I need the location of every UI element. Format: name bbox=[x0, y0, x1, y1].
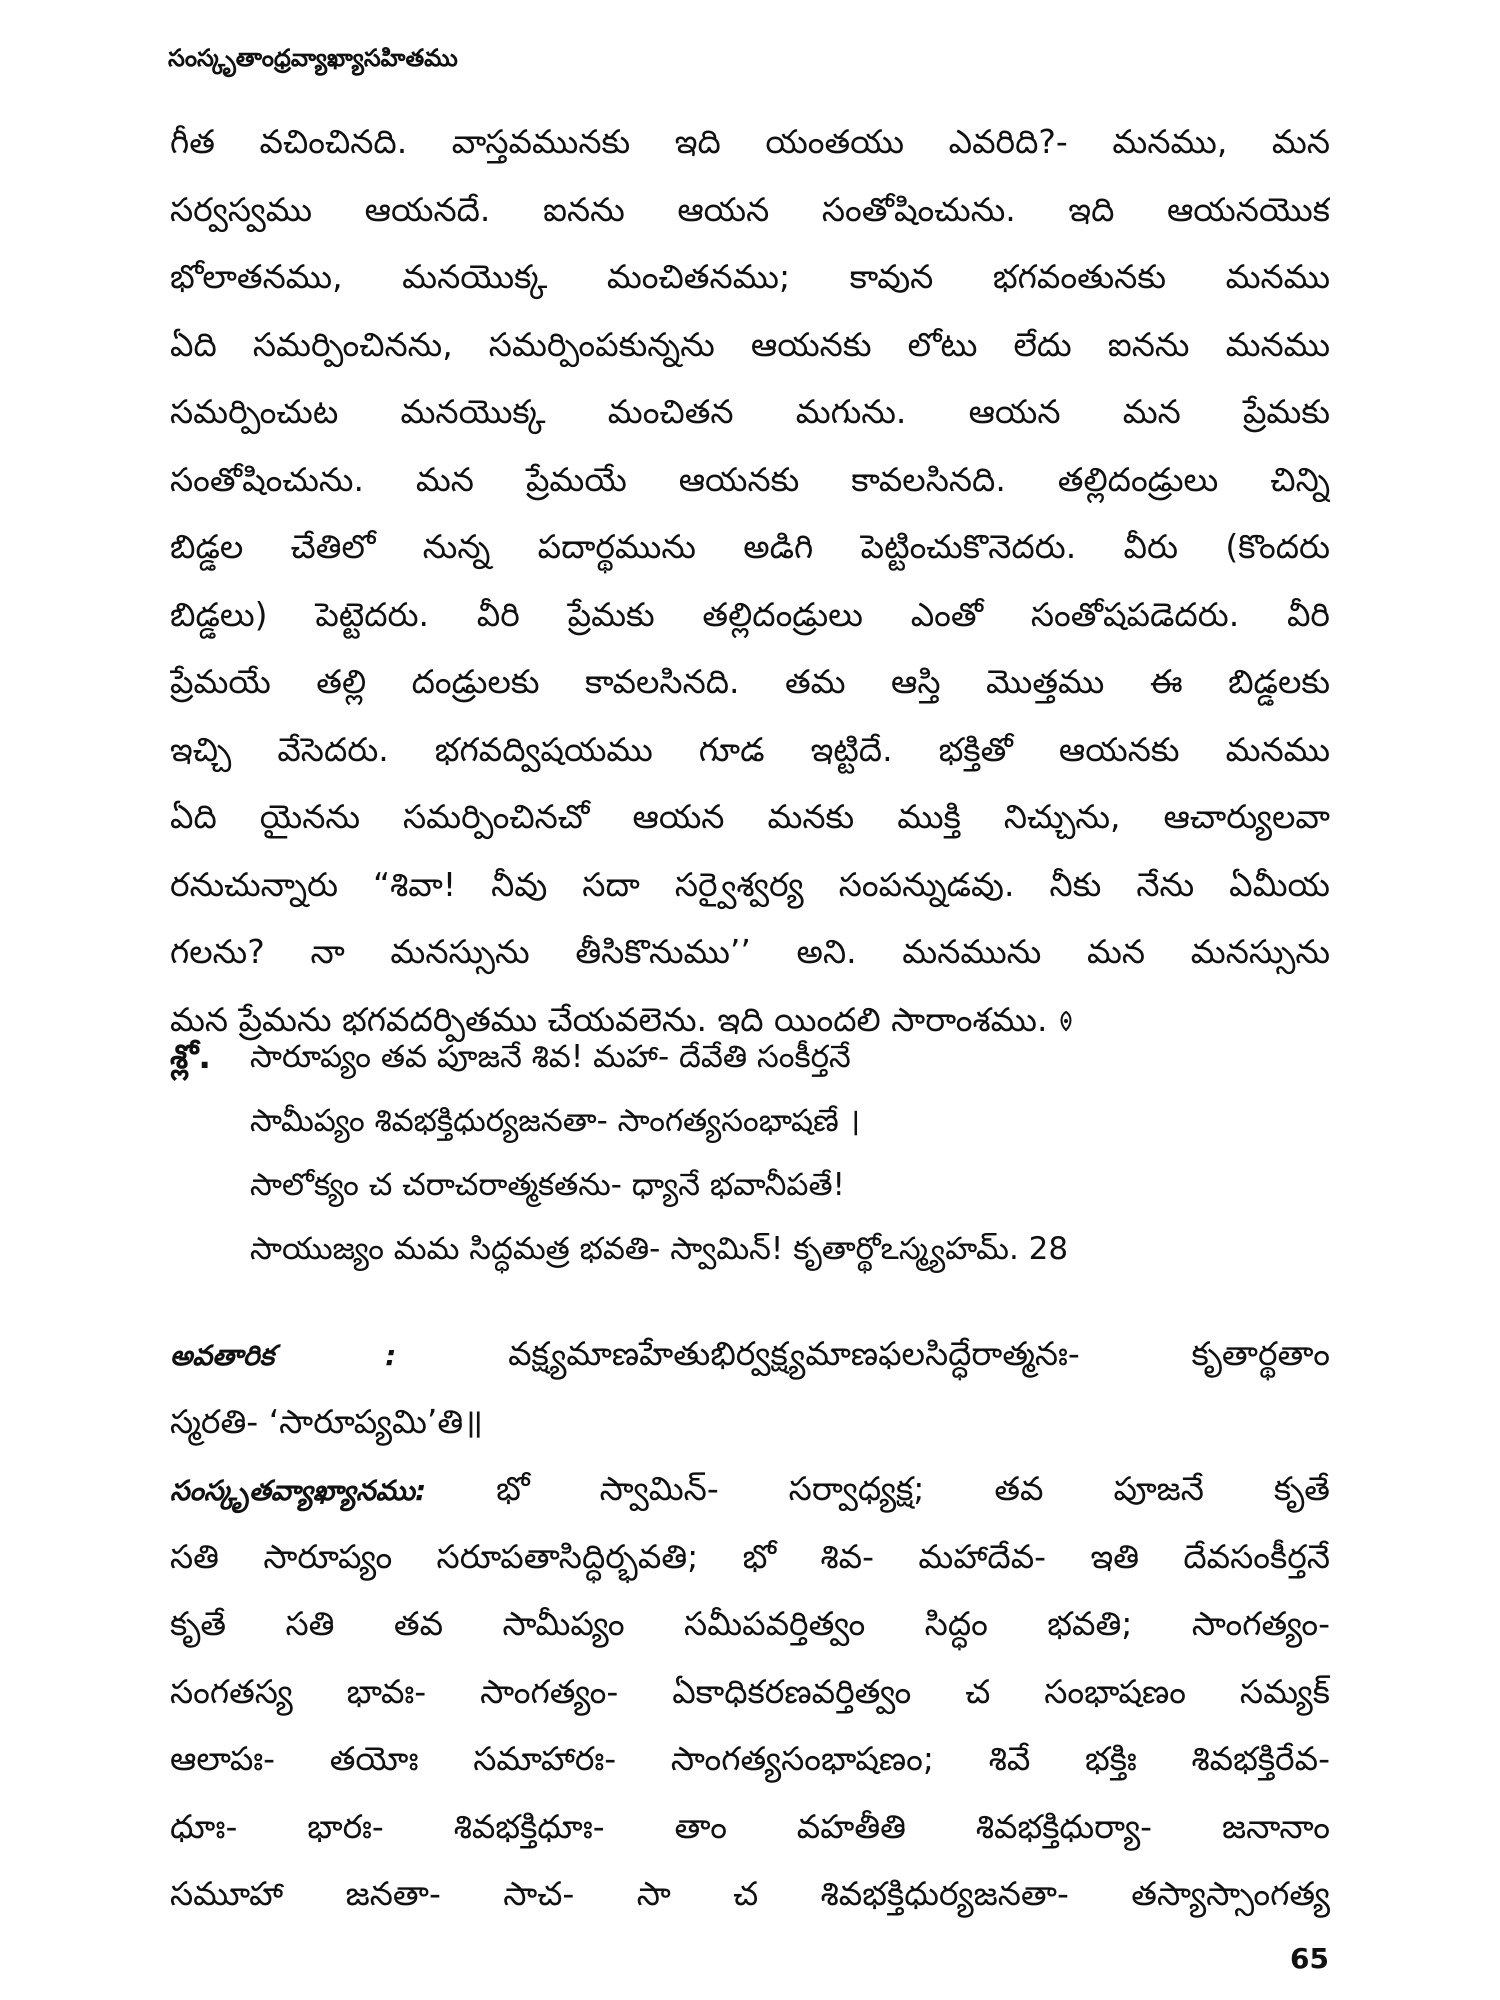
commentary-label: సంస్కృతవ్యాఖ్యానము: bbox=[170, 1474, 427, 1507]
avatarika-section bbox=[170, 1320, 1330, 1455]
commentary-line: ఆలాపః- తయోః సమాహారః- సాంగత్యసంభాషణం; శివే భక్తిః శివభక్తిరేవ- bbox=[170, 1739, 1330, 1778]
paragraph-line: గీత వచించినది. వాస్తవమునకు ఇది యంతయు ఎవరిది?- మనము, మన bbox=[170, 122, 1330, 161]
paragraph-line: ఇచ్చి వేసెదరు. భగవద్విషయము గూడ ఇట్టిదే. భక్తితో ఆయనకు మనము bbox=[170, 729, 1330, 769]
paragraph-line: రనుచున్నారు “శివా! నీవు సదా సర్వైశ్వర్య సంపన్నుడవు. నీకు నేను ఏమీయ bbox=[170, 864, 1330, 904]
commentary-line bbox=[170, 1455, 1330, 1523]
paragraph-line: సర్వస్వము ఆయనదే. ఐనను ఆయన సంతోషించును. ఇది ఆయనయొక bbox=[170, 189, 1330, 229]
paragraph-line: ఏది యైనను సమర్పించినచో ఆయన మనకు ముక్తి నిచ్చును, ఆచార్యులవా bbox=[170, 797, 1330, 836]
avatarika-label: అవతారిక : bbox=[170, 1339, 397, 1372]
sloka-lines bbox=[250, 1025, 1340, 1281]
sloka-line: సారూప్యం తవ పూజనే శివ! మహా- దేవేతి సంకీర్తనే bbox=[250, 1039, 851, 1075]
paragraph-line: భోలాతనము, మనయొక్క మంచితనము; కావున భగవంతునకు మనము bbox=[170, 257, 1330, 296]
sloka-line: సామీప్యం శివభక్తిధుర్యజనతా- సాంగత్యసంభాషణే । bbox=[250, 1103, 861, 1139]
running-head: సంస్కృతాంధ్రవ్యాఖ్యాసహితము bbox=[168, 44, 458, 72]
paragraph-line: బిడ్డలు) పెట్టెదరు. వీరి ప్రేమకు తల్లిదండ్రులు ఎంతో సంతోషపడెదరు. వీరి bbox=[170, 594, 1330, 634]
paragraph-line: సమర్పించుట మనయొక్క మంచితన మగును. ఆయన మన ప్రేమకు bbox=[170, 392, 1330, 431]
paragraph-line: ప్రేమయే తల్లి దండ్రులకు కావలసినది. తమ ఆస్తి మొత్తము ఈ బిడ్డలకు bbox=[170, 662, 1330, 701]
commentary-line: ధూః- భారః- శివభక్తిధూః- తాం వహతీతి శివభక్తిధుర్యా- జనానాం bbox=[170, 1806, 1330, 1846]
paragraph-line: ఏది సమర్పించినను, సమర్పింపకున్నను ఆయనకు లోటు లేదు ఐనను మనము bbox=[170, 324, 1330, 364]
page-number: 65 bbox=[1290, 1942, 1329, 1975]
avatarika-line: స్మరతి- ‘సారూప్యమి’తి॥ bbox=[170, 1401, 483, 1441]
commentary-line: కృతే సతి తవ సామీప్యం సమీపవర్తిత్వం సిద్ధం భవతి; సాంగత్యం- bbox=[170, 1604, 1330, 1643]
paragraph-line-text: మన ప్రేమను భగవదర్పితము చేయవలెను. ఇది యిందలి సారాంశము. bbox=[170, 999, 1048, 1039]
paragraph-line: సంతోషించును. మన ప్రేమయే ఆయనకు కావలసినది. తల్లిదండ్రులు చిన్ని bbox=[170, 459, 1330, 499]
sloka-label: శ్లో. bbox=[170, 1037, 211, 1076]
commentary-text: భో స్వామిన్- సర్వాధ్యక్ష; తవ పూజనే కృతే bbox=[496, 1469, 1330, 1508]
avatarika-text: వక్ష్యమాణహేతుభిర్వక్ష్యమాణఫలసిద్ధేరాత్మనః- కృతార్థతాం bbox=[508, 1334, 1330, 1373]
avatarika-line bbox=[170, 1320, 1330, 1388]
sloka-line: సాయుజ్యం మమ సిద్ధమత్ర భవతి- స్వామిన్! కృతార్థోఽస్మ్యహమ్. 28 bbox=[250, 1231, 1069, 1267]
main-paragraph bbox=[170, 108, 1330, 1053]
commentary-line: సతి సారూప్యం సరూపతాసిద్ధిర్భవతి; భో శివ- మహాదేవ- ఇతి దేవసంకీర్తనే bbox=[170, 1536, 1330, 1576]
sloka-line: సాలోక్యం చ చరాచరాత్మకతను- ధ్యానే భవానీపతే! bbox=[250, 1167, 845, 1203]
paragraph-line: గలను? నా మనస్సును తీసికొనుము’’ అని. మనమును మన మనస్సును bbox=[170, 932, 1330, 971]
paragraph-line: బిడ్డల చేతిలో నున్న పదార్థమును అడిగి పెట్టించుకొనెదరు. వీరు (కొందరు bbox=[170, 527, 1330, 566]
sanskrit-commentary bbox=[170, 1455, 1330, 1928]
commentary-line: సమూహా జనతా- సాచ- సా చ శివభక్తిధుర్యజనతా- తస్యాస్సాంగత్య bbox=[170, 1874, 1330, 1913]
commentary-line: సంగతస్య భావః- సాంగత్యం- ఏకాధికరణవర్తిత్వం చ సంభాషణం సమ్యక్ bbox=[170, 1671, 1330, 1711]
